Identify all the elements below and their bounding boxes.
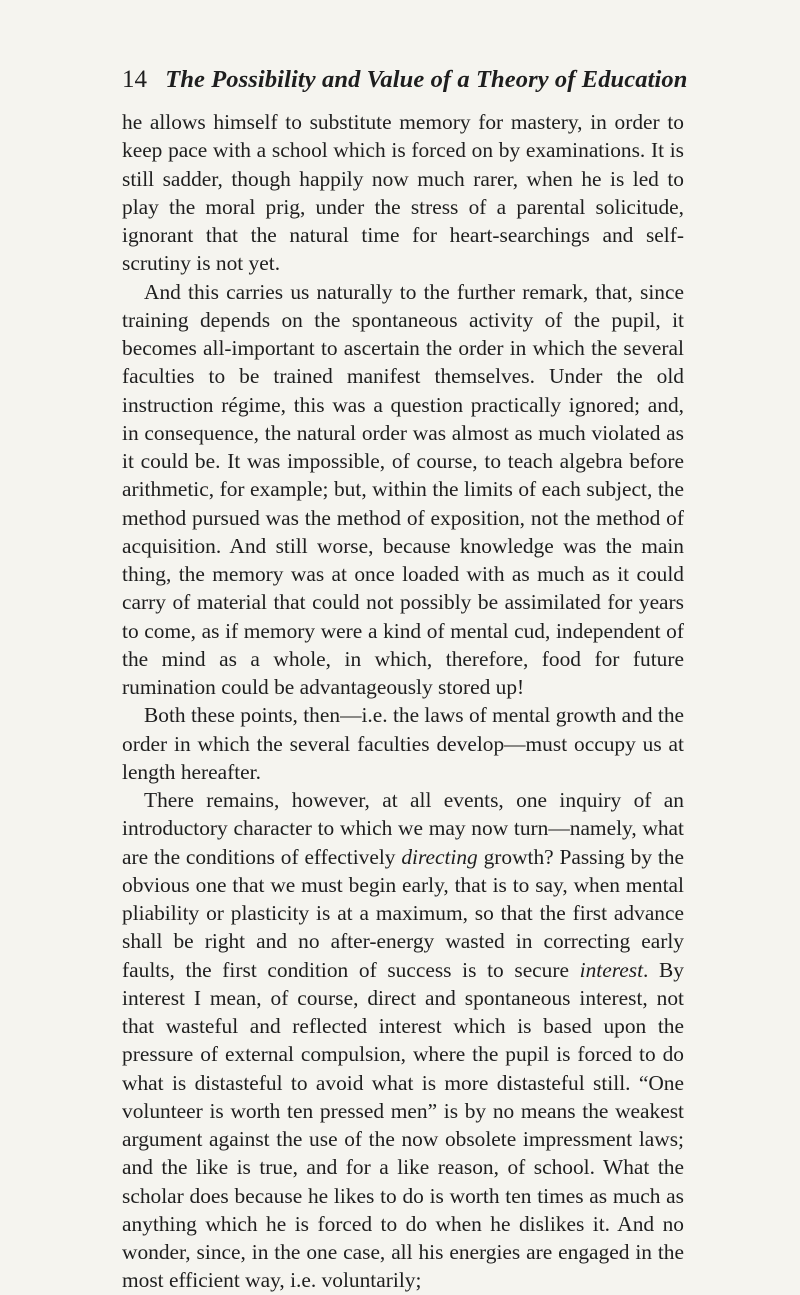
paragraph xyxy=(122,701,684,786)
paragraph-text: . By interest I mean, of course, direct and spontaneous interest, not that wasteful and reflected interest which is based upon the pressure of external compulsion, where the pupil is forced to do what is distasteful to avoid what is more distasteful still. “One volunteer is worth ten pressed men” is by no means the weakest argument against the use of the now obsolete impressment laws; and the like is true, and for a like reason, of school. What the scholar does because he likes to do is worth ten times as much as anything which he is forced to do when he dislikes it. And no wonder, since, in the one case, all his energies are engaged in the most efficient way, i.e. voluntarily; xyxy=(122,957,684,1293)
page-number: 14 xyxy=(122,66,147,93)
paragraph-text: growth? Passing by the obvious one that we must begin early, that is to say, when mental pliability or plasticity is at a maximum, so that the first advance shall be right and no after-energy wasted in correcting early faults, the first condition of success is to secure xyxy=(122,844,684,982)
emphasis-interest: interest xyxy=(579,957,644,982)
paragraph xyxy=(122,786,684,1295)
running-title: The Possibility and Value of a Theory of Education xyxy=(165,66,688,93)
emphasis-directing: directing xyxy=(401,844,478,869)
paragraph xyxy=(122,108,684,278)
paragraph xyxy=(122,278,684,702)
paragraph-text: Both these points, then—i.e. the laws of mental growth and the order in which the several faculties develop—must occupy us at length hereafter. xyxy=(122,703,685,784)
book-page xyxy=(122,64,688,1295)
body-text xyxy=(122,108,684,1295)
running-head xyxy=(122,64,688,96)
paragraph-text: And this carries us naturally to the further remark, that, since training depends on the spontaneous activity of the pupil, it becomes all-important to ascertain the order in which the several faculties to be trained manifest themselves. Under the old instruction régime, this was a question practically ignored; and, in consequence, the natural order was almost as much violated as it could be. It was impossible, of course, to teach algebra before arithmetic, for example; but, within the limits of each subject, the method pursued was the method of exposition, not the method of acquisition. And still worse, because knowledge was the main thing, the memory was at once loaded with as much as it could carry of material that could not possibly be assimilated for years to come, as if memory were a kind of mental cud, independent of the mind as a whole, in which, therefore, food for future rumination could be advantageously stored up! xyxy=(122,279,684,699)
paragraph-text: he allows himself to substitute memory for mastery, in order to keep pace with a school which is forced on by examinations. It is still sadder, though happily now much rarer, when he is led to play the moral prig, under the stress of a parental solicitude, ignorant that the natural time for heart-searchings and self-scrutiny is not yet. xyxy=(122,110,684,276)
paragraph-text: There remains, however, at all events, one inquiry of an introductory character to which we may now turn—namely, what are the conditions of effectively xyxy=(122,788,684,869)
